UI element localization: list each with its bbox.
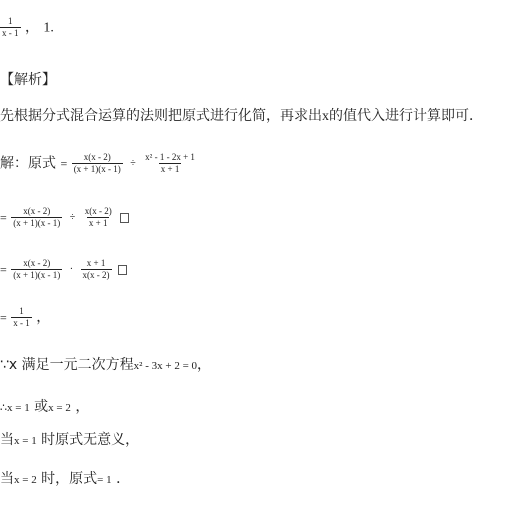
solution-step-2: [0, 206, 129, 229]
step2-fraction-1: [11, 206, 62, 229]
solution-step-3: [0, 258, 127, 281]
roots-line: [0, 398, 89, 417]
multiply-operator: ·: [69, 263, 74, 275]
fraction-denominator: x + 1: [160, 164, 180, 174]
case-2-text: 时，原式: [36, 471, 98, 487]
step3-fraction-1: [11, 258, 62, 281]
answer-value: 1.: [43, 20, 54, 36]
answer-line: [0, 16, 54, 39]
fraction-denominator: (x + 1)(x - 1): [13, 270, 61, 280]
solution-step-1: [0, 152, 197, 175]
fraction-denominator: x - 1: [13, 318, 30, 328]
missing-glyph-box-icon: [120, 213, 129, 223]
when-word: 当: [0, 432, 14, 448]
divide-operator: ÷: [130, 157, 136, 169]
case-2-line: [0, 470, 130, 489]
solution-label: 解：原式: [0, 155, 56, 172]
step4-tail: ，: [36, 309, 51, 326]
fraction-numerator: 1: [19, 306, 24, 316]
root-2: x = 2: [48, 402, 71, 414]
fraction-denominator: x - 1: [2, 28, 19, 38]
case-2-result: = 1: [97, 474, 112, 486]
condition-line: [0, 356, 211, 375]
step1-fraction-2: [143, 152, 197, 175]
fraction-denominator: x + 1: [88, 218, 108, 228]
step1-fraction-1: [72, 152, 123, 175]
equals-sign: =: [0, 310, 7, 325]
fraction-numerator: x(x - 2): [84, 206, 112, 216]
case-2-value: x = 2: [14, 474, 37, 486]
case-1-value: x = 1: [14, 435, 37, 447]
because-x: ∵x: [0, 357, 18, 373]
condition-text: 满足一元二次方程: [17, 357, 134, 373]
fraction-numerator: x(x - 2): [83, 152, 111, 162]
answer-fraction: [0, 16, 21, 39]
equals-sign: =: [0, 262, 7, 277]
step2-fraction-2: [83, 206, 114, 229]
quadratic-equation: x² - 3x + 2 = 0: [133, 360, 198, 372]
root-1: ∴x = 1: [0, 402, 30, 414]
fraction-numerator: x(x - 2): [23, 258, 51, 268]
condition-tail: ，: [197, 357, 212, 373]
or-word: 或: [29, 399, 49, 415]
equals-sign: =: [60, 156, 68, 171]
equals-sign: =: [0, 210, 7, 225]
analysis-text: [0, 107, 483, 126]
case-1-text: 时原式无意义，: [36, 432, 140, 448]
analysis-text-x: x: [322, 109, 329, 124]
fraction-numerator: 1: [8, 16, 13, 26]
fraction-numerator: x² - 1 - 2x + 1: [145, 152, 195, 162]
analysis-text-b: 的值代入进行计算即可．: [329, 108, 483, 124]
fraction-numerator: x(x - 2): [23, 206, 51, 216]
case-1-line: [0, 431, 139, 450]
fraction-denominator: x(x - 2): [82, 270, 110, 280]
roots-tail: ，: [70, 399, 90, 415]
fraction-numerator: x + 1: [86, 258, 106, 268]
step4-fraction: [11, 306, 32, 329]
case-2-tail: ．: [111, 471, 131, 487]
when-word: 当: [0, 471, 14, 487]
analysis-text-a: 先根据分式混合运算的法则把原式进行化简，再求出: [0, 108, 322, 124]
fraction-denominator: (x + 1)(x - 1): [13, 218, 61, 228]
fraction-denominator: (x + 1)(x - 1): [73, 164, 121, 174]
missing-glyph-box-icon: [118, 265, 127, 275]
analysis-title: 【解析】: [0, 72, 56, 88]
divide-operator: ÷: [69, 211, 76, 223]
answer-separator: ，: [24, 19, 39, 36]
solution-step-4: [0, 306, 50, 329]
step3-fraction-2: [81, 258, 112, 281]
